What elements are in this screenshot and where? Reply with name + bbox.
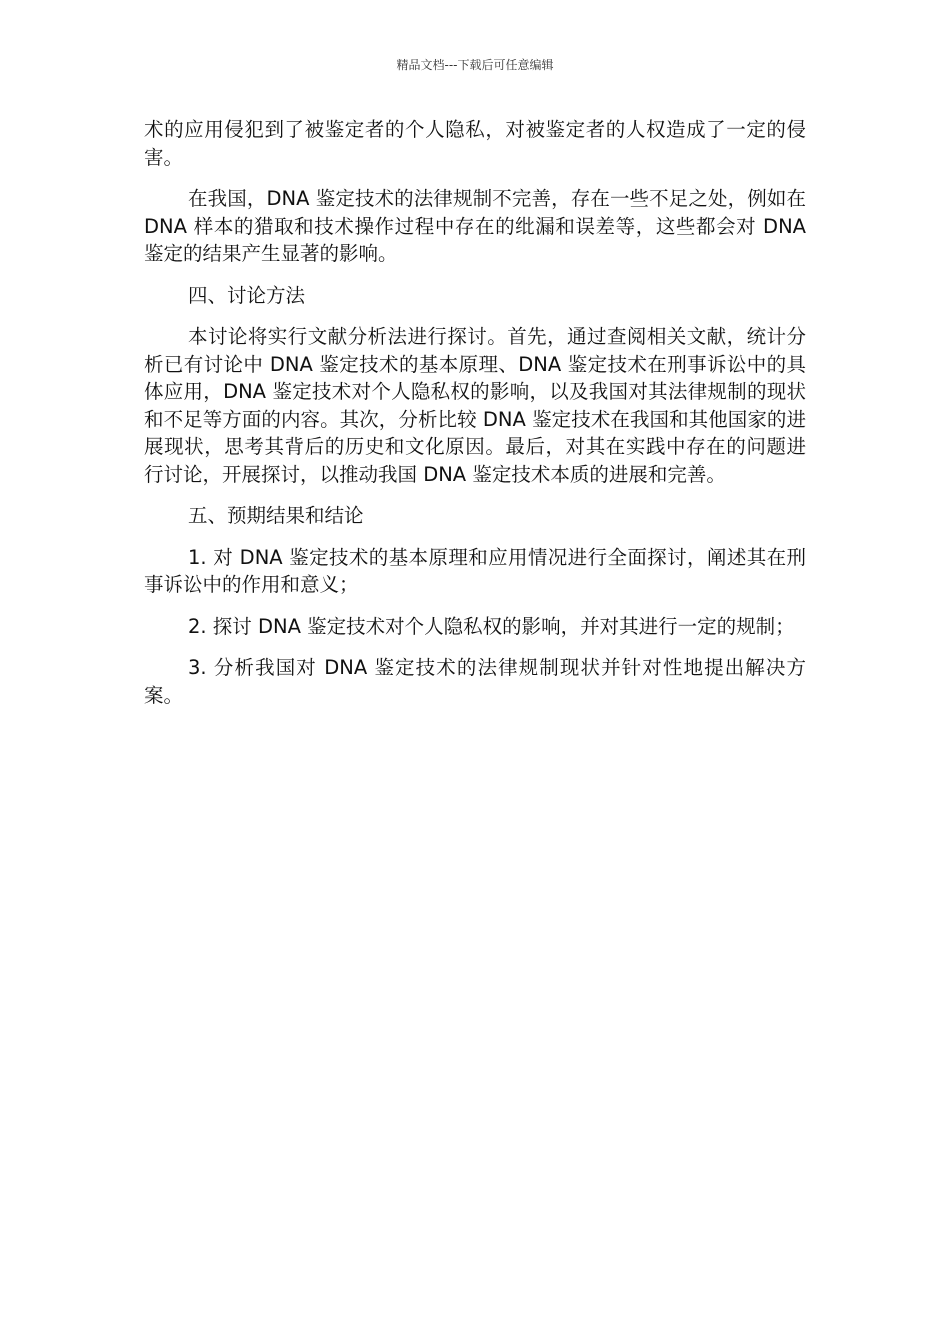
document-body [144, 116, 806, 723]
list-item-result-2: 2. 探讨 DNA 鉴定技术对个人隐私权的影响，并对其进行一定的规制； [188, 614, 795, 638]
list-item-result-1: 1. 对 DNA 鉴定技术的基本原理和应用情况进行全面探讨，阐述其在刑事诉讼中的作用和意义； [144, 545, 806, 596]
section-heading-results: 五、预期结果和结论 [188, 504, 364, 527]
paragraph-continuation: 术的应用侵犯到了被鉴定者的个人隐私，对被鉴定者的人权造成了一定的侵害。 [144, 118, 806, 169]
section-heading-methods: 四、讨论方法 [188, 283, 306, 307]
paragraph-methods: 本讨论将实行文献分析法进行探讨。首先，通过查阅相关文献，统计分析已有讨论中 DNA 鉴定技术的基本原理、DNA 鉴定技术在刑事诉讼中的具体应用，DNA 鉴定技术对个人隐私权的影响，以及我国对其法律规制的现状和不足等方面的内容。其次，分析比较 DNA 鉴定技术在我国和其他国家的进展现状，思考其背后的历史和文化原因。最后，对其在实践中存在的问题进行讨论，开展探讨，以推动我国 DNA 鉴定技术本质的进展和完善。 [144, 325, 806, 486]
page-header: 精品文档---下载后可任意编辑 [396, 58, 554, 72]
list-item-result-3: 3. 分析我国对 DNA 鉴定技术的法律规制现状并针对性地提出解决方案。 [144, 656, 806, 707]
paragraph-legal-regulation: 在我国，DNA 鉴定技术的法律规制不完善，存在一些不足之处，例如在 DNA 样本的猎取和技术操作过程中存在的纰漏和误差等，这些都会对 DNA 鉴定的结果产生显著的影响。 [144, 187, 806, 265]
